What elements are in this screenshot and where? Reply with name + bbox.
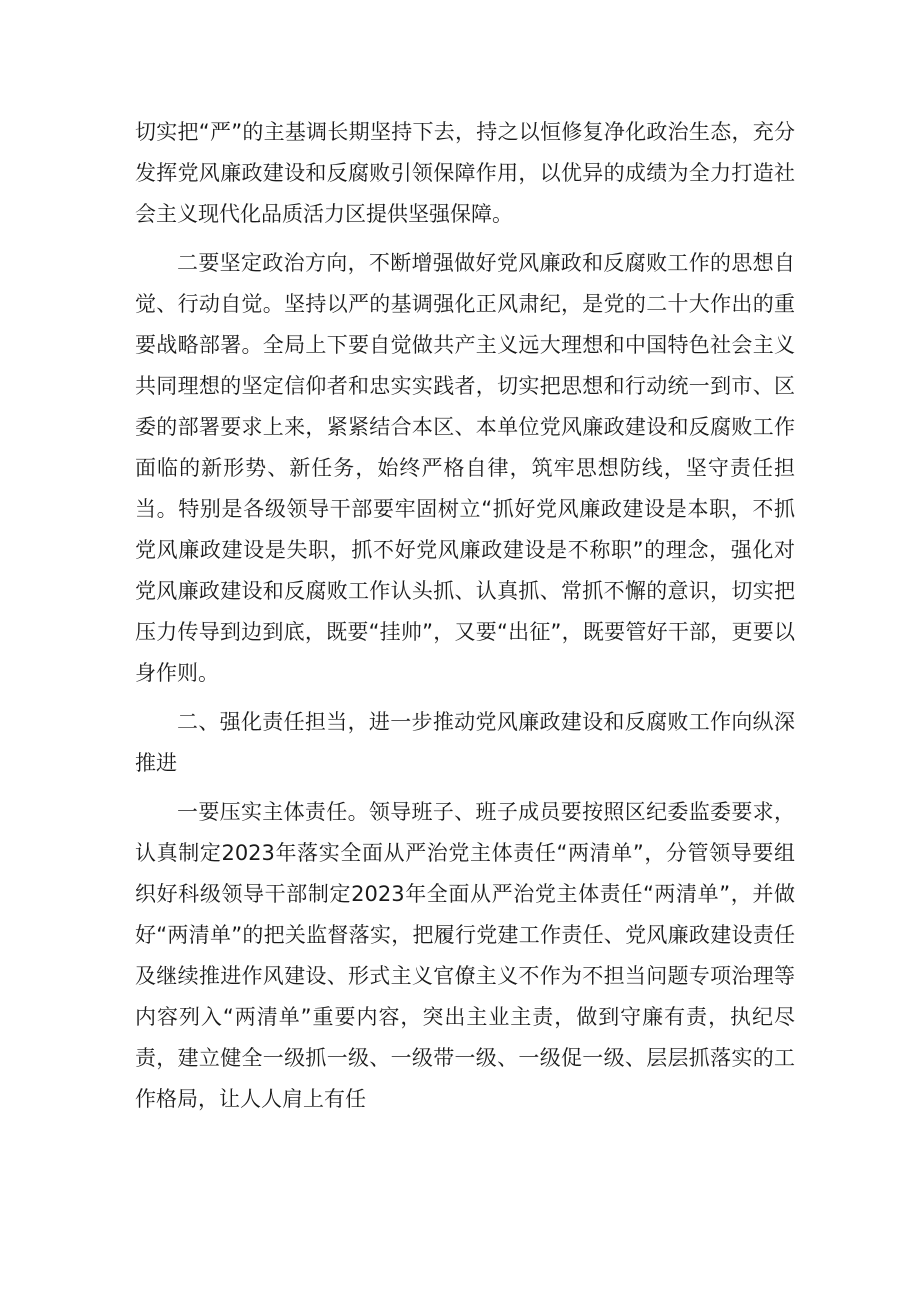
section-heading: 二、强化责任担当，进一步推动党风廉政建设和反腐败工作向纵深推进	[135, 710, 795, 775]
document-body	[135, 112, 795, 1128]
paragraph-continuation: 切实把“严”的主基调长期坚持下去，持之以恒修复净化政治生态，充分发挥党风廉政建设和反腐败引领保障作用，以优异的成绩为全力打造社会主义现代化品质活力区提供坚强保障。	[135, 120, 795, 226]
paragraph-political-direction: 二要坚定政治方向，不断增强做好党风廉政和反腐败工作的思想自觉、行动自觉。坚持以严的基调强化正风肃纪，是党的二十大作出的重要战略部署。全局上下要自觉做共产主义远大理想和中国特色社会主义共同理想的坚定信仰者和忠实实践者，切实把思想和行动统一到市、区委的部署要求上来，紧紧结合本区、本单位党风廉政建设和反腐败工作面临的新形势、新任务，始终严格自律，筑牢思想防线，坚守责任担当。特别是各级领导干部要牢固树立“抓好党风廉政建设是本职，不抓党风廉政建设是失职，抓不好党风廉政建设是不称职”的理念，强化对党风廉政建设和反腐败工作认头抓、认真抓、常抓不懈的意识，切实把压力传导到边到底，既要“挂帅”，又要“出征”，既要管好干部，更要以身作则。	[135, 251, 795, 685]
paragraph-main-responsibility: 一要压实主体责任。领导班子、班子成员要按照区纪委监委要求，认真制定2023年落实全面从严治党主体责任“两清单”，分管领导要组织好科级领导干部制定2023年全面从严治党主体责任“两清单”，并做好“两清单”的把关监督落实，把履行党建工作责任、党风廉政建设责任及继续推进作风建设、形式主义官僚主义不作为不担当问题专项治理等内容列入“两清单”重要内容，突出主业主责，做到守廉有责，执纪尽责，建立健全一级抓一级、一级带一级、一级促一级、层层抓落实的工作格局，让人人肩上有任	[135, 800, 795, 1111]
